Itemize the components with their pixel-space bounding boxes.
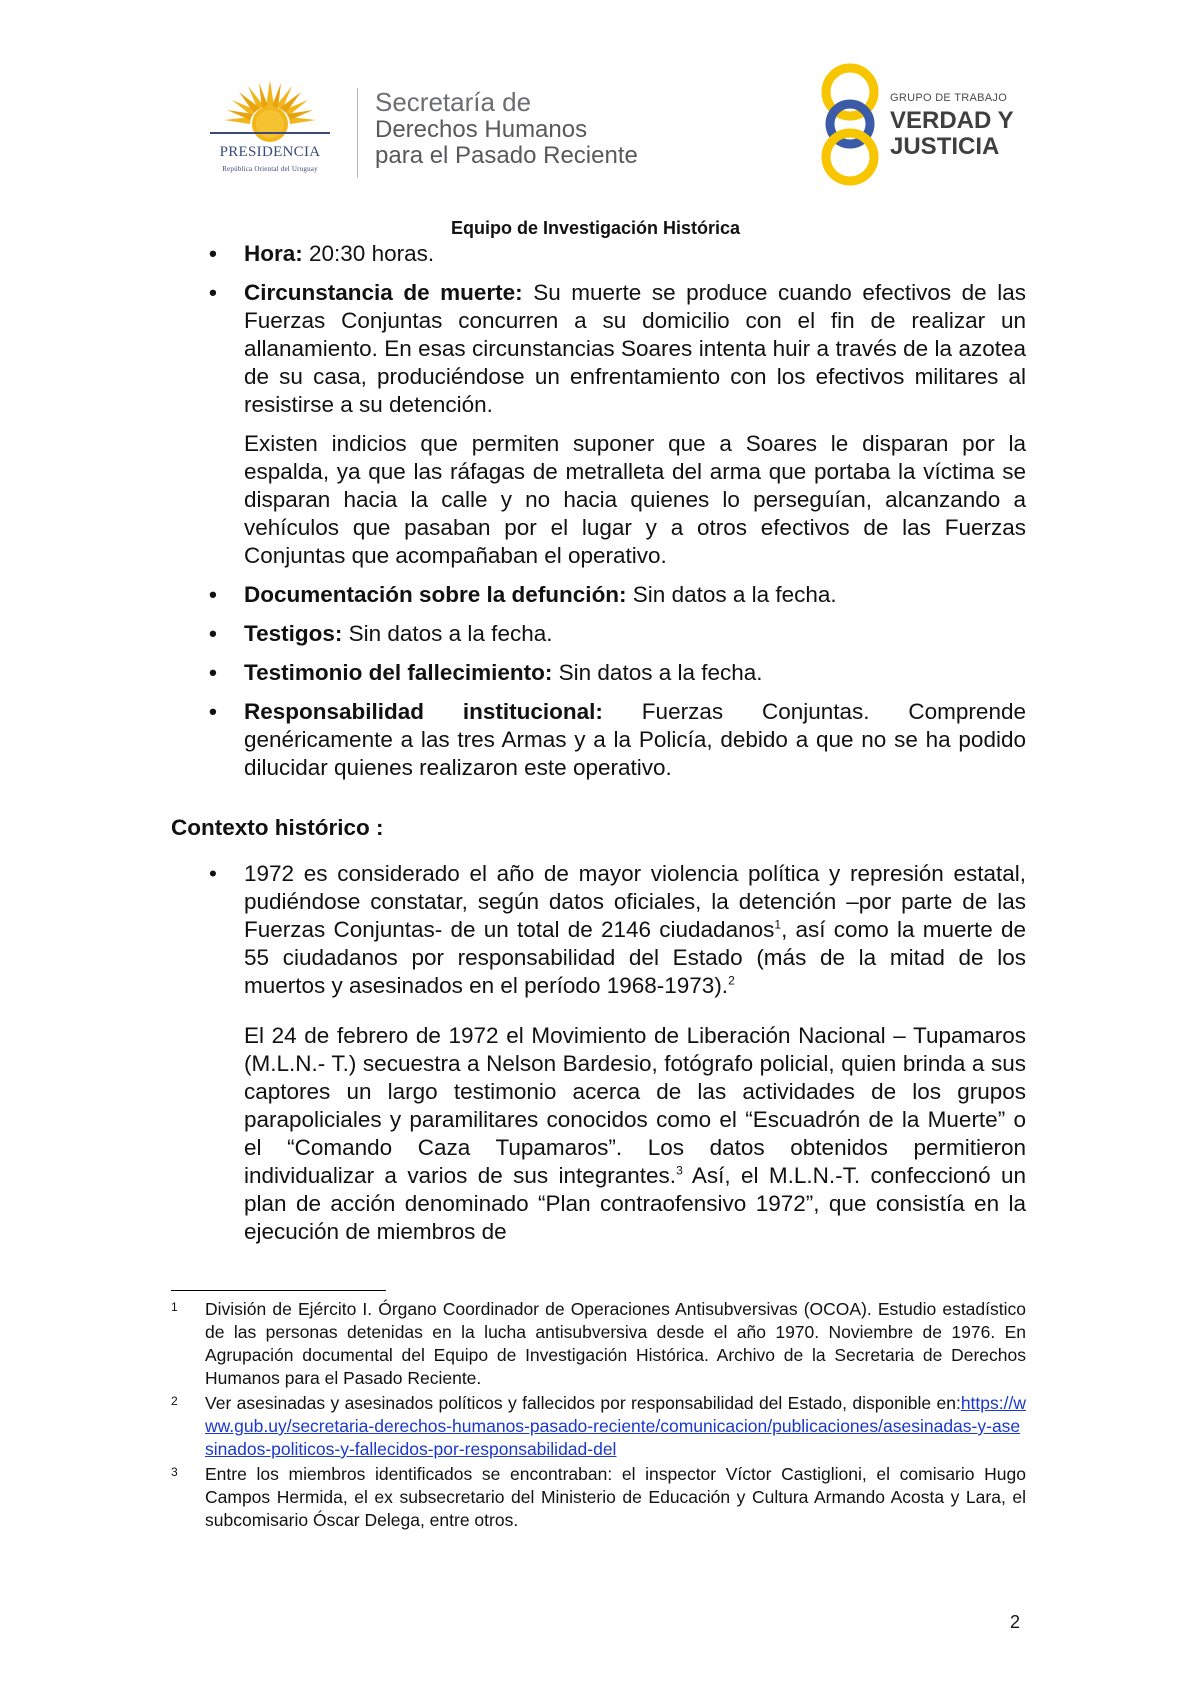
item-text: Su muerte se produce cuando efectivos de las Fuerzas Conjuntas concurren a su domicilio con el fin de realizar un allanamiento. En esas circunstancias Soares intenta huir a través de la azotea de su casa, produciéndose un enfrentamiento con los efectivos militares al resistirse a su detención.	[244, 280, 1026, 417]
footnote-number: 1	[171, 1300, 178, 1314]
item-label: Testigos:	[244, 621, 343, 646]
item-text: 20:30 horas.	[302, 241, 435, 266]
main-content	[171, 240, 1026, 1257]
context-paragraph-2	[171, 1022, 1026, 1246]
interlocked-rings-icon	[812, 62, 892, 187]
item-text: Sin datos a la fecha.	[626, 582, 837, 607]
context-text: Así, el M.L.N.-T. confeccionó un plan de acción denominado “Plan contraofensivo 1972”, que consistía en la ejecución de miembros de	[244, 1163, 1026, 1244]
item-label: Hora:	[244, 241, 303, 266]
context-paragraph-1	[171, 860, 1026, 1000]
secretaria-logo-text	[375, 88, 638, 169]
page-number: 2	[1010, 1612, 1021, 1632]
list-item-responsabilidad	[171, 698, 1026, 782]
presidencia-subtitle: República Oriental del Uruguay	[222, 165, 318, 173]
item-label: Circunstancia de muerte:	[244, 280, 523, 305]
item-label: Testimonio del fallecimiento:	[244, 660, 553, 685]
bullet-icon: •	[209, 241, 217, 266]
bullet-icon: •	[209, 621, 217, 646]
footnote-ref[interactable]: 3	[676, 1163, 683, 1178]
footnotes	[171, 1298, 1026, 1534]
footnote-text: Entre los miembros identificados se encontraban: el inspector Víctor Castiglioni, el comisario Hugo Campos Hermida, el ex subsecretario del Ministerio de Educación y Cultura Armando Acosta y Lara, el subcomisario Óscar Delega, entre otros.	[205, 1464, 1026, 1530]
context-text: 1972 es considerado el año de mayor violencia política y represión estatal, pudiéndose constatar, según datos oficiales, la detención –por parte de las Fuerzas Conjuntas- de un total de 2146 ciudadanos	[244, 861, 1026, 942]
item-text: Sin datos a la fecha.	[342, 621, 553, 646]
gt-title-line2: JUSTICIA	[890, 133, 1000, 160]
bullet-icon: •	[209, 582, 217, 607]
header-divider	[357, 88, 358, 178]
bullet-icon: •	[209, 660, 217, 685]
context-text: , así como la muerte de 55 ciudadanos por responsabilidad del Estado (más de la mitad de los muertos y asesinados en el período 1968-1973).	[244, 917, 1027, 998]
gt-small-label: GRUPO DE TRABAJO	[890, 92, 1008, 104]
footnote-2	[171, 1392, 1026, 1461]
footnote-link[interactable]: https://www.gub.uy/secretaria-derechos-humanos-pasado-reciente/comunicacion/publicaciones/asesinadas-y-asesinados-politicos-y-fallecidos-por-responsabilidad-del	[205, 1393, 1026, 1459]
page-header	[0, 0, 1191, 238]
footnote-3	[171, 1463, 1026, 1532]
footnote-ref[interactable]: 2	[728, 973, 735, 988]
sun-emblem-icon	[195, 80, 355, 150]
footnote-text: División de Ejército I. Órgano Coordinador de Operaciones Antisubversivas (OCOA). Estudio estadístico de las personas detenidas en la lucha antisubversiva desde el año 1970. Noviembre de 1976. En Agrupación documental del Equipo de Investigación Histórica. Archivo de la Secretaria de Derechos Humanos para el Pasado Reciente.	[205, 1299, 1026, 1388]
list-item-testigos	[171, 620, 1026, 648]
footnote-number: 2	[171, 1394, 178, 1408]
list-item-hora	[171, 240, 1026, 268]
secretaria-line3: para el Pasado Reciente	[375, 142, 638, 169]
section-heading: Contexto histórico :	[171, 815, 384, 840]
footnote-number: 3	[171, 1465, 178, 1479]
list-item-circunstancia	[171, 279, 1026, 419]
list-item-testimonio	[171, 659, 1026, 687]
item-label: Documentación sobre la defunción:	[244, 582, 627, 607]
footnote-text: Ver asesinadas y asesinados políticos y fallecidos por responsabilidad del Estado, disponible en:	[205, 1393, 961, 1413]
secretaria-line2: Derechos Humanos	[375, 116, 588, 143]
presidencia-logo	[195, 80, 355, 180]
footnote-1	[171, 1298, 1026, 1390]
item-text: Fuerzas Conjuntas. Comprende genéricamente a las tres Armas y a la Policía, debido a que no se ha podido dilucidar quienes realizaron este operativo.	[244, 699, 1026, 780]
footnote-separator	[171, 1290, 386, 1291]
item-label: Responsabilidad institucional:	[244, 699, 603, 724]
bullet-icon: •	[209, 280, 217, 305]
secretaria-line1: Secretaría de	[375, 87, 532, 117]
footnote-ref[interactable]: 1	[774, 917, 782, 932]
presidencia-label: PRESIDENCIA	[219, 144, 321, 160]
context-text: El 24 de febrero de 1972 el Movimiento de Liberación Nacional – Tupamaros (M.L.N.- T.) secuestra a Nelson Bardesio, fotógrafo policial, quien brinda a sus captores un largo testimonio acerca de las actividades de los grupos parapoliciales y paramilitares conocidos como el “Escuadrón de la Muerte” o el “Comando Caza Tupamaros”. Los datos obtenidos permitieron individualizar a varios de sus integrantes.	[244, 1023, 1026, 1188]
bullet-icon: •	[209, 861, 217, 886]
list-item-documentacion	[171, 581, 1026, 609]
item-text: Sin datos a la fecha.	[552, 660, 763, 685]
verdad-justicia-logo	[812, 62, 1022, 187]
circunstancia-paragraph-2: Existen indicios que permiten suponer que a Soares le disparan por la espalda, ya que las ráfagas de metralleta del arma que portaba la víctima se disparan hacia la calle y no hacia quienes lo perseguían, alcanzando a vehículos que pasaban por el lugar y a otros efectivos de las Fuerzas Conjuntas que acompañaban el operativo.	[244, 431, 1026, 568]
team-title: Equipo de Investigación Histórica	[450, 218, 741, 238]
bullet-icon: •	[209, 699, 217, 724]
gt-title-line1: VERDAD Y	[890, 107, 1014, 134]
